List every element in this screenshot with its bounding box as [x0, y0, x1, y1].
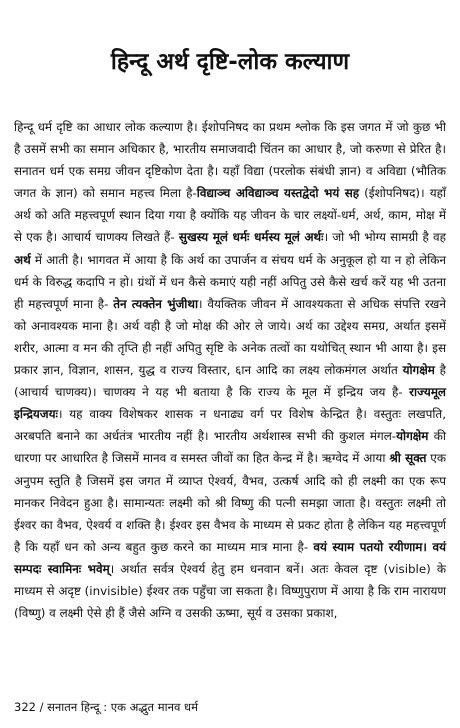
paragraph	[14, 116, 446, 624]
emphasis: योगक्षेम	[396, 429, 429, 444]
text-segment: । अर्थात सर्वत्र ऐश्वर्य हेतु हम धनवान बनें। अतः केवल दृष्ट (visible) के माध्यम से अदृष्ट (invisible) ईश्वर तक पहुँचा जा सकता है। विष्णुपुराण में आया है कि राम नारायण (विष्णु) व लक्ष्मी ऐसे ही हैं जैसे अग्नि व उसकी ऊष्मा, सूर्य व उसका प्रकाश,	[14, 561, 446, 621]
emphasis: योगक्षेम	[402, 363, 435, 378]
text-segment: । जो भी भोग्य सामग्री है वह	[323, 230, 446, 245]
text-segment: एक अनुपम स्तुति है जिसमें इस जगत में व्याप्त ऐश्वर्य, वैभव, उत्कर्ष आदि को ही लक्ष्मी का एक रूप मानकर निवेदन हुआ है। सामान्यतः लक्ष्मी को श्री विष्णु की पत्नी समझा जाता है। वस्तुतः लक्ष्मी तो ईश्वर का वैभव, ऐश्वर्य व शक्ति है। ईश्वर इस वैभव के माध्यम से प्रकट होता है लेकिन यह महत्त्वपूर्ण है कि यहाँ धन को अन्य बहुत कुछ करने का माध्यम मात्र माना है-	[14, 451, 446, 554]
body-text	[14, 116, 446, 624]
sanskrit-quote: विद्याञ्च अविद्याञ्च यस्तद्वेदो भयं सह	[196, 186, 360, 201]
text-segment: में आती है। भागवत में आया है कि अर्थ का उपार्जन व संचय धर्म के अनुकूल हो या न हो लेकिन धर्म के विरुद्ध कदापि न हो। ग्रंथों में धन कैसे कमाएं यही नहीं अपितु उसे कैसे खर्च करें यह भी उतना ही महत्त्वपूर्ण माना है-	[14, 252, 446, 311]
text-segment: (ईशोपनिषद)। यहाँ अर्थ को अति महत्त्वपूर्ण स्थान दिया गया है क्योंकि यह जीवन के चार लक्ष्यों-धर्म, अर्थ, काम, मोक्ष में से एक है। आचार्य चाणक्य लिखते हैं-	[14, 186, 446, 245]
text-segment: । वैयक्तिक जीवन में आवश्यकता से अधिक संपत्ति रखने को अनावश्यक माना है। अर्थ वही है जो मोक्ष की ओर ले जाये। अर्थ का उद्देश्य समग्र, अर्थात इसमें शरीर, आत्मा व मन की तृप्ति ही नहीं अपितु सृष्टि के अनेक तत्वों का यथोचित् स्थान भी आया है। इस प्रकार ज्ञान, विज्ञान, शासन, युद्ध व राज्य विस्तार, ६ान आदि का लक्ष्य लोकमंगल अर्थात	[14, 296, 447, 378]
chapter-title: हिन्दू अर्थ दृष्टि-लोक कल्याण	[110, 49, 350, 75]
sanskrit-quote: वयं स्याम पतयो रयीणाम। वयं सम्पदः स्वामिनः भवेम्	[14, 539, 446, 576]
emphasis: अर्थ	[14, 252, 31, 267]
text-segment: । यह वाक्य विशेषकर शासक न धनाढ्य वर्ग पर विशेष केन्द्रित है। वस्तुतः लखपति, अरबपति बनाने का अर्धतंत्र भारतीय नहीं है। भारतीय अर्थशास्त्र सभी की कुशल मंगल-	[14, 407, 446, 444]
sanskrit-quote: राज्यमूल इन्द्रियजयः	[14, 385, 446, 422]
sanskrit-quote: तेन त्यक्तेन भुंजीथा	[113, 296, 199, 311]
text-segment: हिन्दू धर्म दृष्टि का आधार लोक कल्याण है। ईशोपनिषद का प्रथम श्लोक कि इस जगत में जो कुछ भी है उसमें सभी का समान अधिकार है, भारतीय समाजवादी चिंतन का आधार है, जो करुणा से प्रेरित है। सनातन धर्म एक समग्र जीवन दृष्टिकोण देता है। यहाँ विद्या (परलोक संबंधी ज्ञान) व अविद्या (भौतिक जगत के ज्ञान) को समान महत्त्व मिला है-	[14, 120, 446, 201]
page-footer: 322 / सनातन हिन्दू : एक अद्भुत मानव धर्म	[14, 700, 198, 714]
text-segment: है (आचार्य चाणक्य)। चाणक्य ने यह भी बताया है कि राज्य के मूल में इन्द्रिय जय है-	[14, 363, 446, 400]
emphasis: श्री सूक्त	[389, 451, 427, 466]
text-segment: की धारणा पर आधारित है जिसमें मानव व समस्त जीवों का हित केन्द्र में है। ऋग्वेद में आया	[14, 429, 447, 466]
sanskrit-quote: सुखस्य मूलं धर्मः धर्मस्य मूलं अर्थः	[178, 230, 324, 245]
